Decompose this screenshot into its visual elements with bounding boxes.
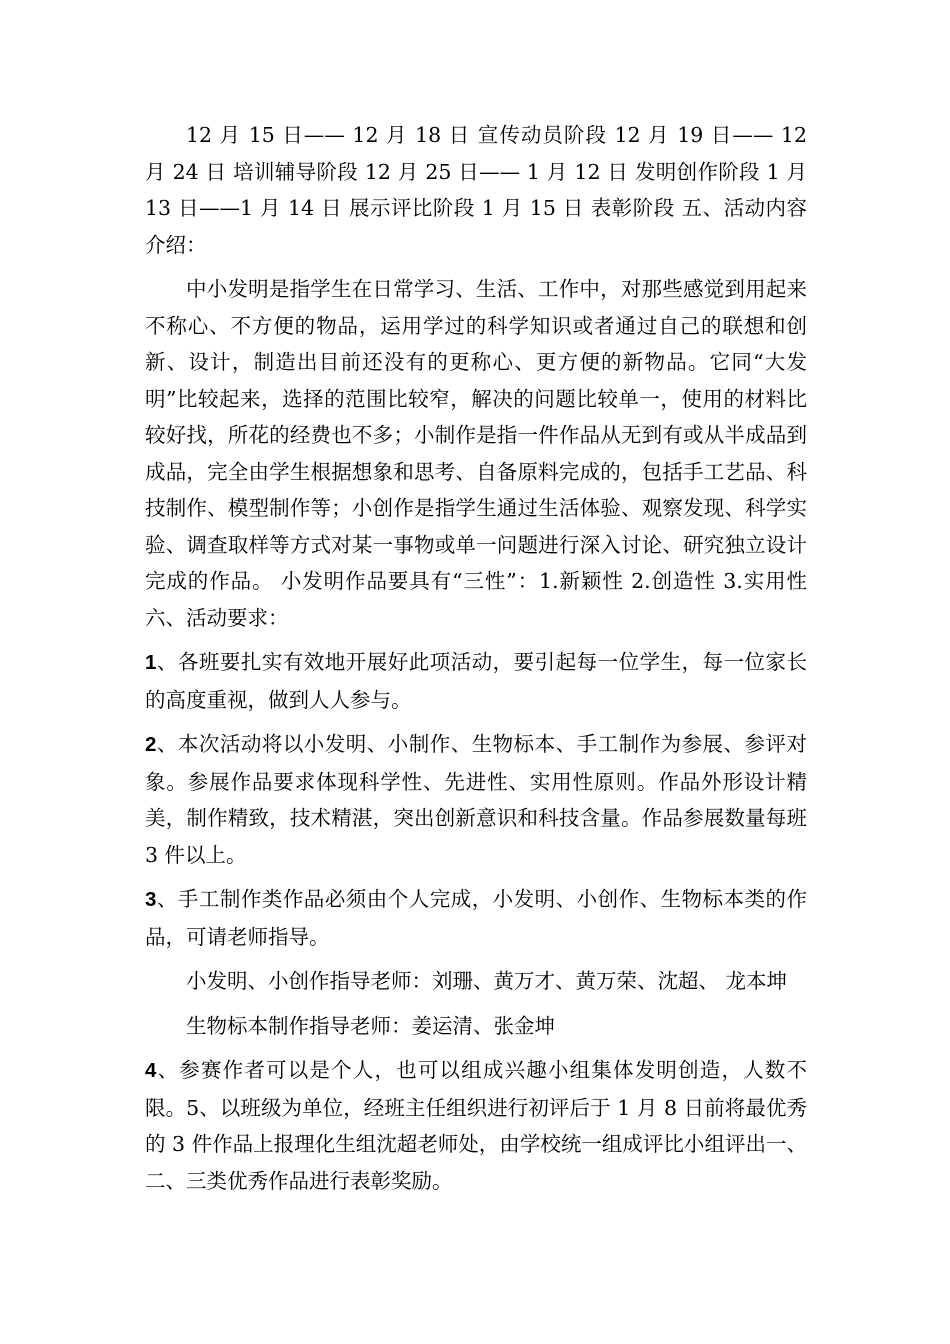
requirement-text: 、参赛作者可以是个人，也可以组成兴趣小组集体发明创造，人数不限。5、以班级为单位，经班主任组织进行初评后于 1 月 8 日前将最优秀的 3 件作品上报理化生组沈超老师处，由学校统一组成评比小组评出一、二、三类优秀作品进行表彰奖励。 [145, 1058, 807, 1193]
requirement-number: 1 [145, 651, 157, 674]
requirement-text: 、本次活动将以小发明、小制作、生物标本、手工制作为参展、参评对象。参展作品要求体现科学性、先进性、实用性原则。作品外形设计精美，制作精致，技术精湛，突出创新意识和科技含量。作品参展数量每班 3 件以上。 [145, 732, 807, 867]
requirement-3 [145, 881, 807, 955]
requirement-text: 、手工制作类作品必须由个人完成，小发明、小创作、生物标本类的作品，可请老师指导。 [145, 887, 807, 949]
document-body [145, 117, 807, 1207]
requirement-text: 、各班要扎实有效地开展好此项活动，要引起每一位学生，每一位家长的高度重视，做到人人参与。 [145, 650, 807, 712]
requirement-1 [145, 644, 807, 718]
specimen-advisors: 生物标本制作指导老师：姜运清、张金坤 [186, 1013, 555, 1038]
requirement-2 [145, 726, 807, 873]
requirement-4 [145, 1052, 807, 1199]
invention-advisors: 小发明、小创作指导老师：刘珊、黄万才、黄万荣、沈超、 龙本坤 [186, 969, 788, 993]
content-intro-paragraph: 中小发明是指学生在日常学习、生活、工作中，对那些感觉到用起来不称心、不方便的物品，运用学过的科学知识或者通过自己的联想和创新、设计，制造出目前还没有的更称心、更方便的新物品。它同“大发明”比较起来，选择的范围比较窄，解决的问题比较单一，使用的材料比较好找，所花的经费也不多；小制作是指一件作品从无到有或从半成品到成品，完全由学生根据想象和思考、自备原料完成的，包括手工艺品、科技制作、模型制作等；小创作是指学生通过生活体验、观察发现、科学实验、调查取样等方式对某一事物或单一问题进行深入讨论、研究独立设计完成的作品。 小发明作品要具有“三性”：1.新颖性 2.创造性 3.实用性 六、活动要求： [145, 277, 807, 630]
schedule-paragraph: 12 月 15 日—— 12 月 18 日 宣传动员阶段 12 月 19 日—— 12 月 24 日 培训辅导阶段 12 月 25 日—— 1 月 12 日 发明创作阶段 1 月 13 日——1 月 14 日 展示评比阶段 1 月 15 日 表彰阶段 五、活动内容介绍： [145, 123, 807, 257]
requirement-number: 3 [145, 888, 157, 911]
requirement-number: 4 [145, 1059, 157, 1082]
requirement-number: 2 [145, 733, 157, 756]
